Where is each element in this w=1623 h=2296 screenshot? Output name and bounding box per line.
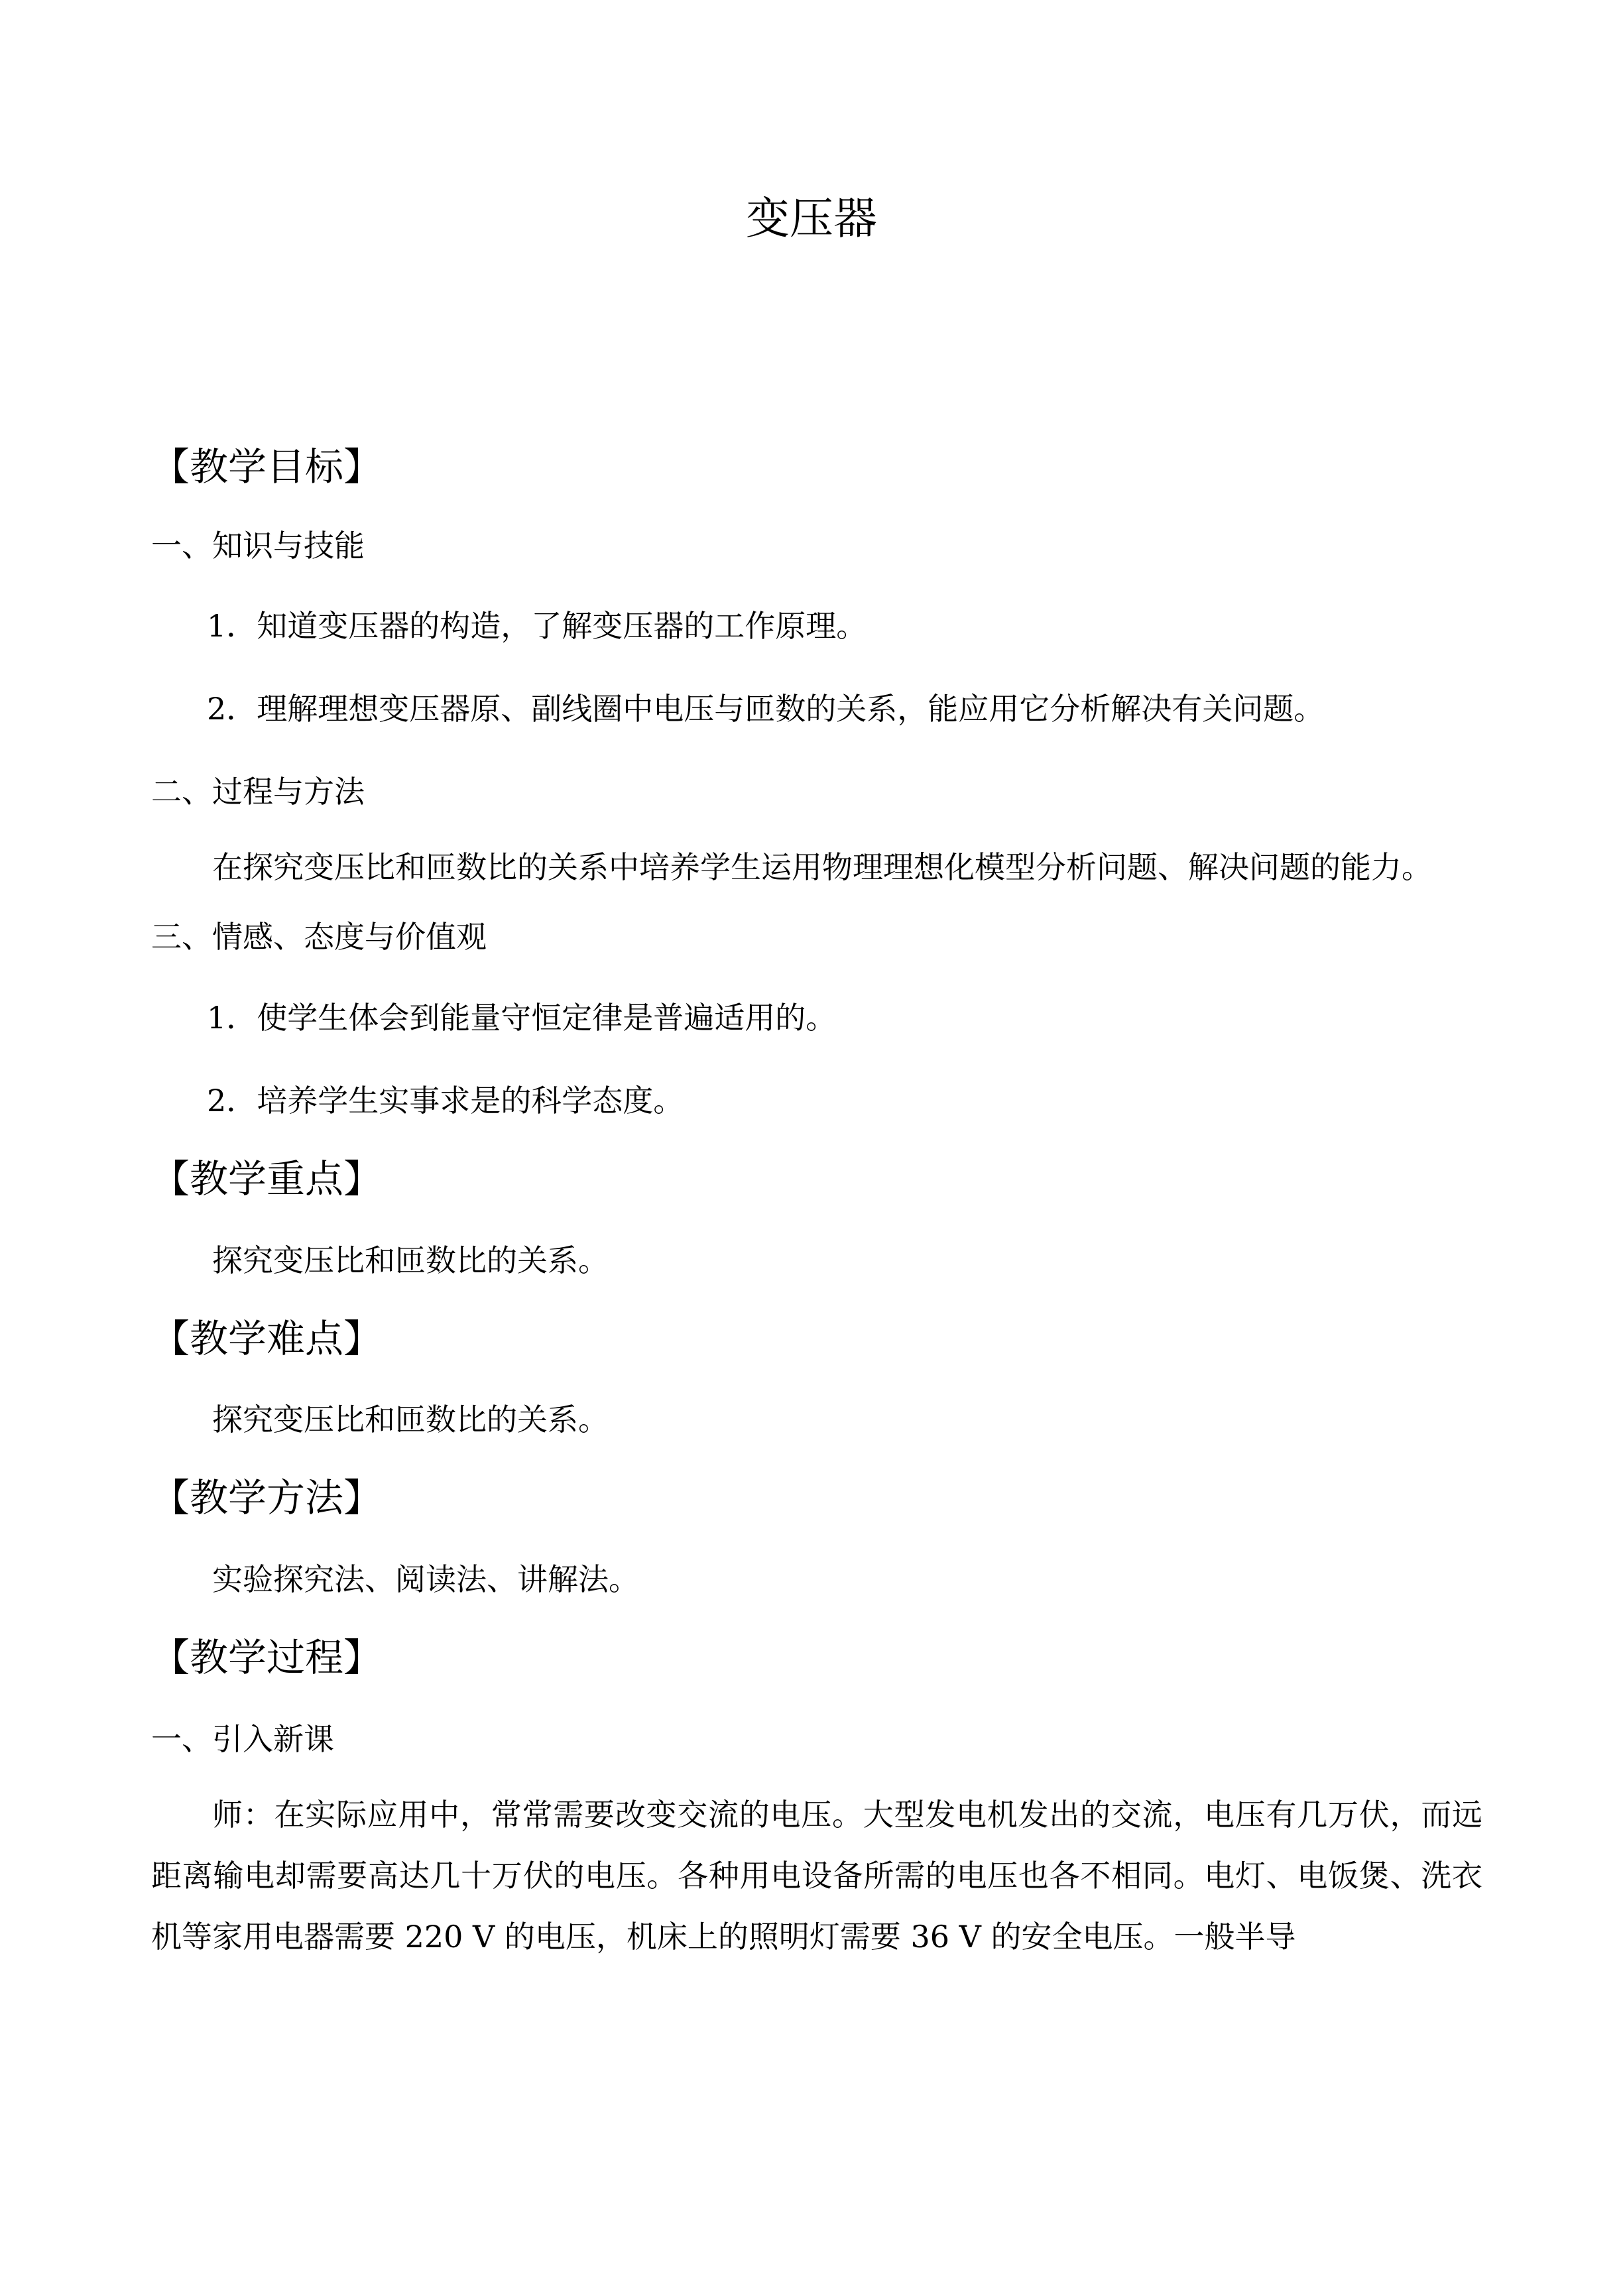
paragraph: 实验探究法、阅读法、讲解法。 xyxy=(212,1561,639,1598)
subheading-knowledge: 一、知识与技能 xyxy=(151,527,365,564)
list-item: 2．理解理想变压器原、副线圈中电压与匝数的关系，能应用它分析解决有关问题。 xyxy=(207,690,1325,727)
subheading-process-method: 二、过程与方法 xyxy=(151,774,365,810)
section-heading-objectives: 【教学目标】 xyxy=(151,444,383,489)
document-title: 变压器 xyxy=(746,193,877,244)
paragraph: 探究变压比和匝数比的关系。 xyxy=(212,1242,609,1278)
paragraph: 师：在实际应用中，常常需要改变交流的电压。大型发电机发出的交流，电压有几万伏，而远距离输电却需要高达几十万伏的电压。各种用电设备所需的电压也各不相同。电灯、电饭煲、洗衣机等家用电器需要 220 V 的电压，机床上的照明灯需要 36 V 的安全电压。一般半导 xyxy=(151,1797,1482,1955)
list-item: 2．培养学生实事求是的科学态度。 xyxy=(207,1082,684,1118)
section-heading-process: 【教学过程】 xyxy=(151,1635,383,1681)
section-heading-difficulties: 【教学难点】 xyxy=(151,1315,383,1361)
list-item: 1．知道变压器的构造，了解变压器的工作原理。 xyxy=(207,607,867,644)
subheading-intro: 一、引入新课 xyxy=(151,1721,334,1757)
document-body xyxy=(151,444,1482,1967)
paragraph: 在探究变压比和匝数比的关系中培养学生运用物理理想化模型分析问题、解决问题的能力。 xyxy=(212,849,1432,886)
section-heading-key-points: 【教学重点】 xyxy=(151,1156,383,1201)
paragraph: 探究变压比和匝数比的关系。 xyxy=(212,1402,609,1438)
subheading-emotion: 三、情感、态度与价值观 xyxy=(151,919,487,955)
section-heading-methods: 【教学方法】 xyxy=(151,1475,383,1521)
list-item: 1．使学生体会到能量守恒定律是普遍适用的。 xyxy=(207,999,837,1036)
